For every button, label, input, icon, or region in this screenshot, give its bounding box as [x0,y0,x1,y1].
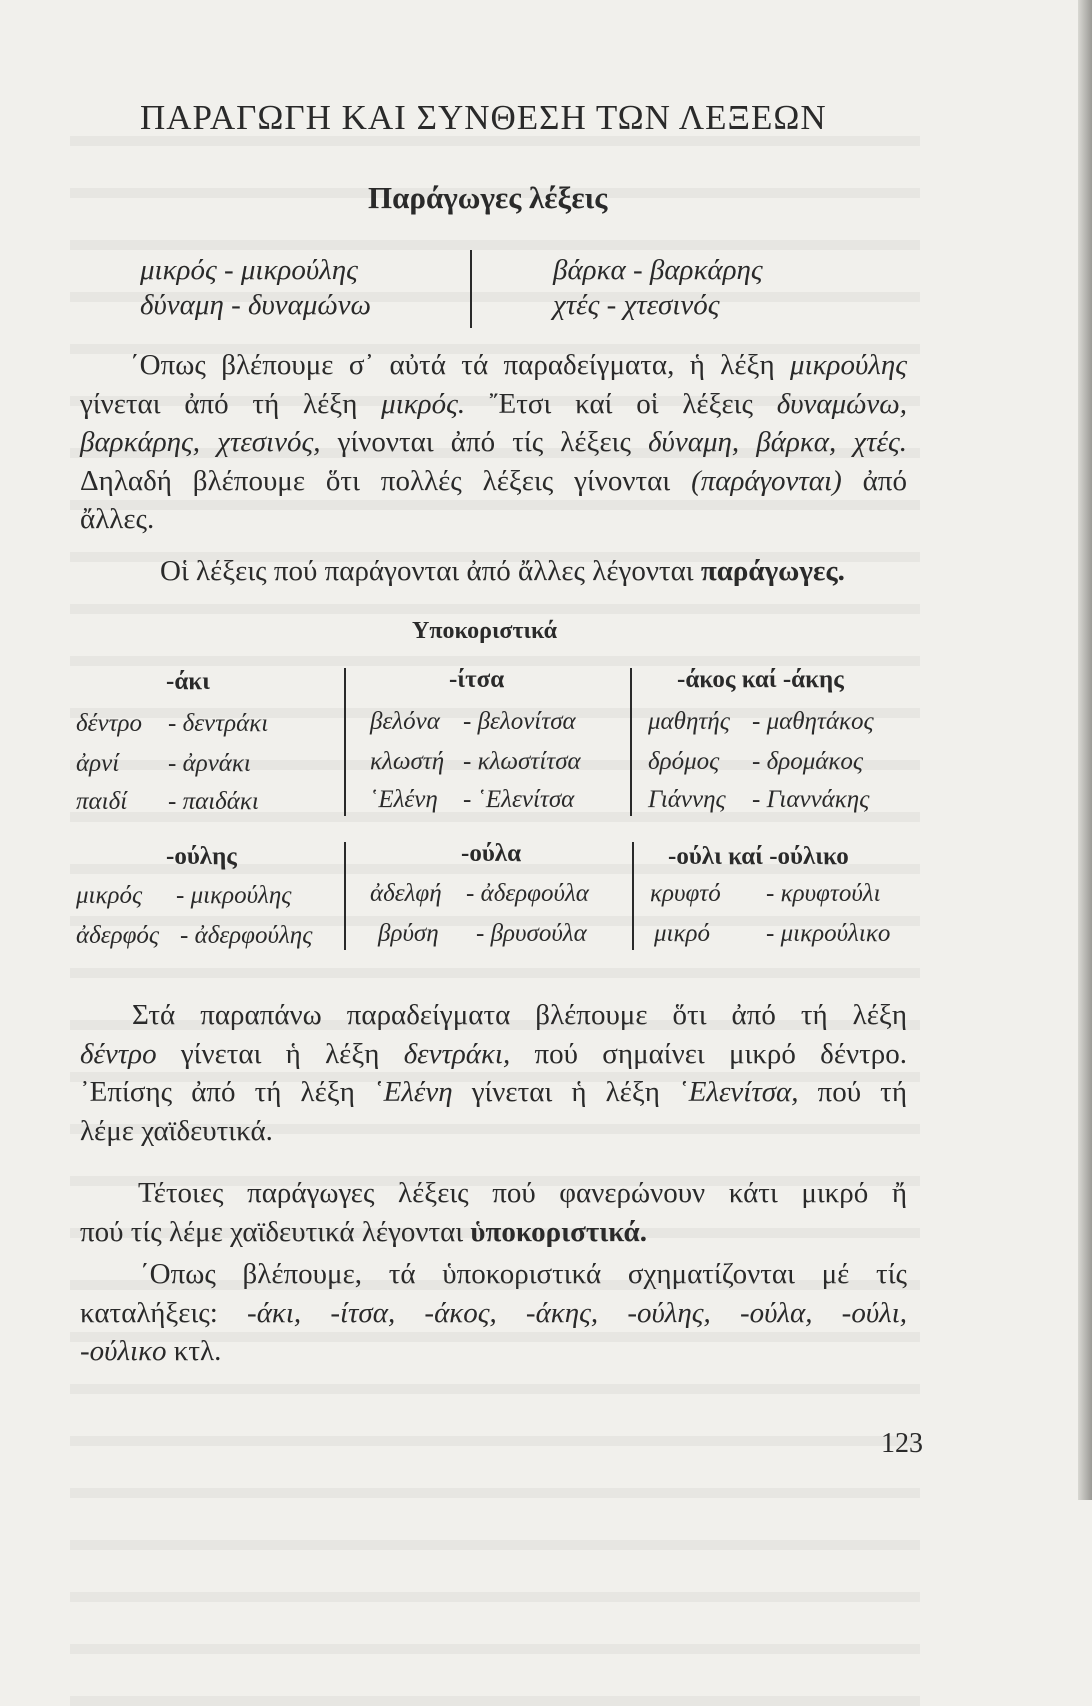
word-base: Γιάννης [648,786,726,813]
word-diminutive: - κρυφτούλι [766,880,881,907]
suffix-header: -ούλης [166,843,237,870]
example-pair: μικρός - μικρούλης [140,254,358,286]
text-line: βαρκάρης, χτεσινός, γίνονται ἀπό τίς λέξεις δύναμη, βάρκα, χτές. [80,426,907,458]
section-subtitle: Παράγωγες λέξεις [368,180,608,215]
word-base: ἀδερφός [76,922,160,949]
example-pair: δύναμη - δυναμώνω [140,289,372,321]
word-base: μικρός [76,882,143,909]
text-line: δέντρο γίνεται ἡ λέξη δεντράκι, πού σημαίνει μικρό δέντρο. [80,1037,907,1070]
suffix-header: -άκι [166,668,210,695]
word-diminutive: - Γιαννάκης [752,786,870,813]
text-line: -ούλικο κτλ. [80,1335,222,1367]
word-base: δέντρο [76,710,143,737]
word-diminutive: - ἀδερφούλα [466,880,589,907]
word-base: βελόνα [370,708,440,735]
paragraph-diminutive-definition [80,1174,907,1251]
word-base: ἀρνί [76,750,120,777]
word-base: ἀδελφή [370,880,442,907]
word-diminutive: - παιδάκι [168,788,259,815]
text-line: λέμε χαϊδευτικά. [80,1114,273,1147]
word-diminutive: - δρομάκος [752,748,864,775]
text-line: γίνεται ἀπό τή λέξη μικρός. ῎Ετσι καί οἱ λέξεις δυναμώνω, [80,387,908,420]
word-diminutive: - μαθητάκος [752,708,874,735]
text-line: καταλήξεις: -άκι, -ίτσα, -άκος, -άκης, -ούλης, -ούλα, -ούλι, [80,1296,907,1329]
page-number: 123 [881,1428,923,1459]
example-divider [470,250,472,328]
word-base: βρύση [378,920,439,947]
paragraph-suffixes [80,1255,907,1371]
word-base: δρόμος [648,748,720,775]
text-line: Δηλαδή βλέπουμε ὅτι πολλές λέξεις γίνονται (παράγονται) ἀπό [80,464,907,497]
paragraph-examples [80,996,907,1150]
text-line: πού τίς λέμε χαϊδευτικά λέγονται ὑποκοριστικά. [80,1215,647,1248]
example-pair: χτές - χτεσινός [553,289,720,321]
paragraph-derivation [80,346,907,539]
text-line: Στά παραπάνω παραδείγματα βλέπουμε ὅτι ἀπό τή λέξη [132,999,907,1031]
word-diminutive: - κλωστίτσα [463,748,581,775]
text-line: ΄Οπως βλέπουμε, τά ὑποκοριστικά σχηματίζονται μέ τίς [140,1258,907,1290]
column-divider [344,668,346,816]
text-line: ᾽Επίσης ἀπό τή λέξη ῾Ελένη γίνεται ἡ λέξη ῾Ελενίτσα, πού τή [80,1076,907,1108]
word-base: παιδί [76,788,128,815]
word-base: κλωστή [370,748,445,775]
word-diminutive: - δεντράκι [168,710,269,737]
column-divider [344,842,346,950]
suffix-header: -ίτσα [449,666,505,693]
column-divider [632,842,634,950]
text-line: Τέτοιες παράγωγες λέξεις πού φανερώνουν κάτι μικρό ἤ [138,1177,907,1209]
suffix-header: -ούλα [461,840,522,867]
suffix-header: -άκος καί -άκης [677,666,844,693]
word-base: μικρό [654,920,710,947]
word-base: ῾Ελένη [370,786,438,813]
word-diminutive: - ἀρνάκι [168,750,251,777]
word-diminutive: - βρυσούλα [476,920,587,947]
word-diminutive: - μικρούλης [176,882,292,909]
word-diminutive: - μικρούλικο [766,920,891,947]
word-base: κρυφτό [650,880,721,907]
page-edge [1078,0,1092,1500]
word-base: μαθητής [648,708,730,735]
text-line: ΄Οπως βλέπουμε σ᾽ αὐτά τά παραδείγματα, ἡ λέξη μικρούλης [130,349,907,381]
example-pair: βάρκα - βαρκάρης [553,254,763,286]
suffix-header: -ούλι καί -ούλικο [668,843,849,870]
word-diminutive: - ἀδερφούλης [180,922,313,949]
word-diminutive: - βελονίτσα [463,708,576,735]
text-line: Οἱ λέξεις πού παράγονται ἀπό ἄλλες λέγονται παράγωγες. [160,555,845,587]
text-line: ἄλλες. [80,503,155,535]
page-title: ΠΑΡΑΓΩΓΗ ΚΑΙ ΣΥΝΘΕΣΗ ΤΩΝ ΛΕΞΕΩΝ [140,98,827,137]
column-divider [630,668,632,816]
table-title: Υποκοριστικά [412,618,557,644]
word-diminutive: - ῾Ελενίτσα [463,786,575,813]
paragraph-definition [80,552,907,591]
